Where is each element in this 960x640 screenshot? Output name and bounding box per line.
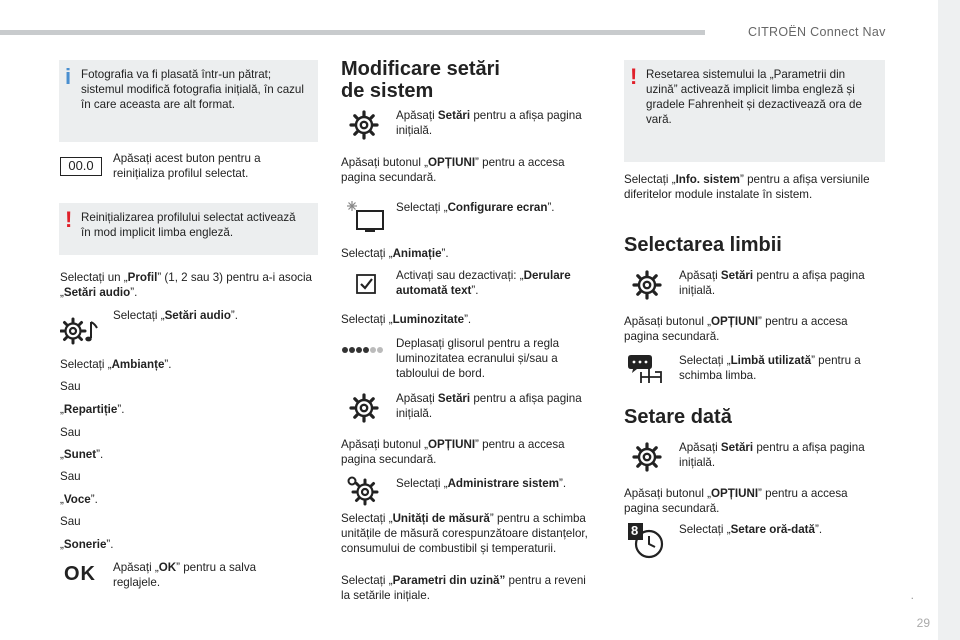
gears-icon [345,474,381,506]
screen-config-text: Selectați „Configurare ecran”. [396,201,555,214]
ok-text: Apăsați „OK” pentru a salva reglajele. [113,561,257,590]
date-time-text: Selectați „Setare oră-dată”. [679,523,823,536]
repartition-text: „Repartiție”. [60,403,125,416]
settings-text-4: Apăsați Setări pentru a afișa pagina inițială. [679,441,865,470]
side-tab [938,0,960,640]
gear-icon [349,110,379,140]
gear-icon [349,393,379,423]
reset-text: Apăsați acest buton pentru a reinițializa profilul selectat. [113,152,261,181]
reset-button[interactable] [60,157,102,176]
clock-icon [627,522,665,560]
warning-icon: ! [630,64,638,89]
or-text-3: Sau [60,470,81,483]
info-note-text: Fotografia va fi plasată într-un pătrat; sistemul modifică fotografia inițială, în cazul în care aceasta are alt format. [81,68,304,112]
music-gear-icon [60,316,100,346]
brightness-text: Selectați „Luminozitate”. [341,313,472,326]
ok-button[interactable]: OK [64,563,96,585]
units-text: Selectați „Unități de măsură” pentru a schimba unitățile de măsură corespunzătoare distanțelor, consumului de combustibil și temperaturii. [341,512,588,556]
date-heading: Setare dată [624,406,732,428]
sound-text: „Sunet”. [60,448,104,461]
audio-settings-text: Selectați „Setări audio”. [113,309,239,322]
settings-text-3: Apăsați Setări pentru a afișa pagina inițială. [679,269,865,298]
header-title: CITROËN Connect Nav [748,25,886,39]
system-info-text: Selectați „Info. sistem” pentru a afișa versiunile diferitelor module instalate în sistem. [624,173,870,202]
warn-reset-text: Resetarea sistemului la „Parametrii din uzină” activează implicit limba engleză și gradele Fahrenheit și dezactivează ora de vară. [646,68,862,127]
options-text-2: Apăsați butonul „OPȚIUNI” pentru a accesa pagina secundară. [341,438,565,467]
warn-note-reset [624,60,885,162]
or-text-2: Sau [60,426,81,439]
info-icon: i [65,64,72,89]
system-admin-text: Selectați „Administrare sistem”. [396,477,567,490]
screen-icon [343,199,385,233]
info-note [59,60,318,142]
auto-scroll-text: Activați sau dezactivați: „Derulare automată text”. [396,269,571,298]
settings-text-1: Apăsați Setări pentru a afișa pagina inițială. [396,109,582,138]
options-text-3: Apăsați butonul „OPȚIUNI” pentru a accesa pagina secundară. [624,315,848,344]
gear-icon [632,442,662,472]
reset-button-label: 00.0 [68,158,94,173]
options-text-4: Apăsați butonul „OPȚIUNI” pentru a accesa pagina secundară. [624,487,848,516]
system-settings-heading: Modificare setări de sistem [341,58,500,102]
animation-text: Selectați „Animație”. [341,247,449,260]
page-number: 29 [916,616,930,631]
ambiance-text: Selectați „Ambianțe”. [60,358,172,371]
settings-text-2: Apăsați Setări pentru a afișa pagina inițială. [396,392,582,421]
slider-text: Deplasați glisorul pentru a regla luminozitatea ecranului și/sau a tabloului de bord. [396,337,560,381]
ringtone-text: „Sonerie”. [60,538,114,551]
page-dot: . [910,588,914,603]
language-text: Selectați „Limbă utilizată” pentru a schimba limba. [679,354,861,383]
factory-params-text: Selectați „Parametri din uzină” pentru a reveni la setările inițiale. [341,574,586,603]
warning-icon: ! [65,207,73,232]
checkbox-icon[interactable] [355,273,377,295]
or-text-4: Sau [60,515,81,528]
or-text-1: Sau [60,380,81,393]
warn-note [59,203,318,255]
select-profile-text: Selectați un „Profil” (1, 2 sau 3) pentru a-i asocia „Setări audio”. [60,271,312,300]
options-text-1: Apăsați butonul „OPȚIUNI” pentru a accesa pagina secundară. [341,156,565,185]
gear-icon [632,270,662,300]
language-heading: Selectarea limbii [624,234,782,256]
voice-text: „Voce”. [60,493,98,506]
warn-note-text: Reinițializarea profilului selectat activează în mod implicit limba engleză. [81,211,296,240]
clock-badge: 8 [631,523,639,538]
top-rule [0,30,705,35]
slider-icon[interactable] [341,344,385,356]
language-icon [627,352,665,386]
